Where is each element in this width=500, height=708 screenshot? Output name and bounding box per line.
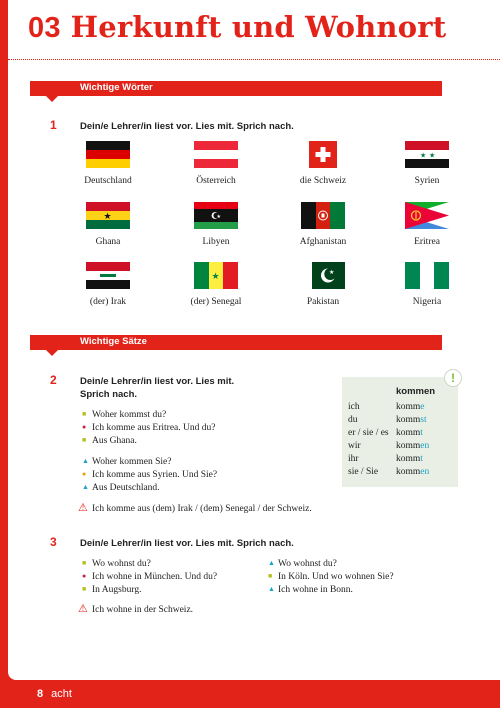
country-name: Nigeria bbox=[412, 297, 442, 307]
square-bullet-icon: ■ bbox=[82, 436, 87, 444]
exercise-1-instruction: Dein/e Lehrer/in liest vor. Lies mit. Sprich nach. bbox=[80, 121, 294, 132]
syria-flag-icon bbox=[405, 141, 449, 168]
dialogue-line: ● Ich komme aus Syrien. Und Sie? bbox=[82, 470, 218, 480]
country-name: (der) Senegal bbox=[190, 297, 242, 307]
warning-note: ⚠ Ich wohne in der Schweiz. bbox=[78, 603, 194, 615]
dialogue-line: ■ Aus Ghana. bbox=[82, 436, 137, 446]
austria-flag-icon bbox=[194, 141, 238, 168]
country-name: Syrien bbox=[414, 176, 440, 186]
section-label-sentences: Wichtige Sätze bbox=[80, 336, 147, 347]
flag-item bbox=[171, 262, 261, 307]
page-number bbox=[37, 688, 72, 700]
exercise-1-number: 1 bbox=[50, 118, 57, 132]
section-label-words: Wichtige Wörter bbox=[80, 82, 153, 93]
page bbox=[8, 0, 500, 680]
country-name: Afghanistan bbox=[299, 237, 347, 247]
conjugation-row: wir kommen bbox=[348, 441, 430, 451]
warning-note: ⚠ Ich komme aus (dem) Irak / (dem) Senegal / der Schweiz. bbox=[78, 502, 312, 514]
dialogue-line: ▲ Wo wohnst du? bbox=[268, 559, 337, 569]
circle-bullet-icon: ● bbox=[82, 423, 87, 431]
warning-icon: ⚠ bbox=[78, 502, 88, 514]
dialogue-line: ▲ Woher kommen Sie? bbox=[82, 457, 172, 467]
svg-text:★: ★ bbox=[420, 151, 427, 160]
conjugation-row: er / sie / es kommt bbox=[348, 428, 423, 438]
svg-text:★: ★ bbox=[329, 269, 335, 276]
libya-flag-icon bbox=[194, 202, 238, 229]
warning-icon: ⚠ bbox=[78, 603, 88, 615]
page-footer bbox=[0, 680, 500, 708]
exercise-3-number: 3 bbox=[50, 535, 57, 549]
dialogue-line: ■ Woher kommst du? bbox=[82, 410, 167, 420]
flag-item bbox=[382, 141, 472, 186]
svg-text:★: ★ bbox=[216, 213, 221, 220]
band-pointer bbox=[46, 350, 58, 356]
germany-flag-icon bbox=[86, 141, 130, 168]
switzerland-flag-icon bbox=[301, 141, 345, 168]
flag-item bbox=[382, 262, 472, 307]
senegal-flag-icon bbox=[194, 262, 238, 289]
dialogue-line: ■ In Köln. Und wo wohnen Sie? bbox=[268, 572, 394, 582]
conjugation-row: ich komme bbox=[348, 402, 425, 412]
dialogue-line: ▲ Ich wohne in Bonn. bbox=[268, 585, 353, 595]
exercise-3-instruction: Dein/e Lehrer/in liest vor. Lies mit. Sprich nach. bbox=[80, 538, 294, 549]
exercise-2-instruction bbox=[80, 375, 234, 401]
circle-bullet-icon: ● bbox=[82, 470, 87, 478]
country-name: die Schweiz bbox=[299, 176, 347, 186]
eritrea-flag-icon bbox=[405, 202, 449, 229]
flag-item bbox=[171, 202, 261, 247]
flag-item bbox=[382, 202, 472, 247]
flag-item bbox=[63, 262, 153, 307]
section-band-words bbox=[30, 81, 442, 96]
country-name: Österreich bbox=[196, 176, 236, 186]
country-name: Libyen bbox=[202, 237, 230, 247]
flag-item bbox=[63, 202, 153, 247]
dialogue-line: ■ Wo wohnst du? bbox=[82, 559, 151, 569]
afghanistan-flag-icon bbox=[301, 202, 345, 229]
svg-text:★: ★ bbox=[429, 151, 436, 160]
square-bullet-icon: ■ bbox=[82, 559, 87, 567]
conjugation-row: sie / Sie kommen bbox=[348, 467, 430, 477]
page-number-word: acht bbox=[51, 688, 72, 700]
chapter-number: 03 bbox=[28, 12, 61, 44]
band-pointer bbox=[46, 96, 58, 102]
iraq-flag-icon bbox=[86, 262, 130, 289]
chapter-title: Herkunft und Wohnort bbox=[70, 10, 447, 44]
square-bullet-icon: ■ bbox=[82, 410, 87, 418]
country-name: Deutschland bbox=[84, 176, 132, 186]
conjugation-row: du kommst bbox=[348, 415, 427, 425]
country-name: Ghana bbox=[95, 237, 121, 247]
header-divider bbox=[8, 59, 500, 60]
country-name: (der) Irak bbox=[89, 297, 127, 307]
dialogue-line: ● Ich wohne in München. Und du? bbox=[82, 572, 218, 582]
conjugation-row: ihr kommt bbox=[348, 454, 423, 464]
triangle-bullet-icon: ▲ bbox=[82, 457, 89, 465]
circle-bullet-icon: ● bbox=[82, 572, 87, 580]
triangle-bullet-icon: ▲ bbox=[82, 483, 89, 491]
exercise-2-number: 2 bbox=[50, 373, 57, 387]
triangle-bullet-icon: ▲ bbox=[268, 585, 275, 593]
dialogue-line: ● Ich komme aus Eritrea. Und du? bbox=[82, 423, 216, 433]
country-name: Pakistan bbox=[306, 297, 340, 307]
ghana-flag-icon bbox=[86, 202, 130, 229]
instruction-line: Sprich nach. bbox=[80, 389, 138, 400]
square-bullet-icon: ■ bbox=[82, 585, 87, 593]
pakistan-flag-icon bbox=[301, 262, 345, 289]
country-name: Eritrea bbox=[414, 237, 440, 247]
triangle-bullet-icon: ▲ bbox=[268, 559, 275, 567]
dialogue-line: ▲ Aus Deutschland. bbox=[82, 483, 160, 493]
conjugation-verb: kommen bbox=[396, 386, 436, 397]
page-number-digit: 8 bbox=[37, 688, 44, 700]
flag-item bbox=[171, 141, 261, 186]
flag-item bbox=[278, 202, 368, 247]
flag-item bbox=[278, 262, 368, 307]
chapter-heading bbox=[28, 10, 446, 45]
flag-item bbox=[278, 141, 368, 186]
svg-text:★: ★ bbox=[211, 272, 220, 282]
conjugation-box bbox=[342, 371, 458, 487]
flag-item bbox=[63, 141, 153, 186]
nigeria-flag-icon bbox=[405, 262, 449, 289]
square-bullet-icon: ■ bbox=[268, 572, 273, 580]
svg-text:★: ★ bbox=[103, 212, 112, 222]
section-band-sentences bbox=[30, 335, 442, 350]
exclamation-icon: ! bbox=[444, 369, 462, 387]
instruction-line: Dein/e Lehrer/in liest vor. Lies mit. bbox=[80, 376, 235, 387]
dialogue-line: ■ In Augsburg. bbox=[82, 585, 142, 595]
